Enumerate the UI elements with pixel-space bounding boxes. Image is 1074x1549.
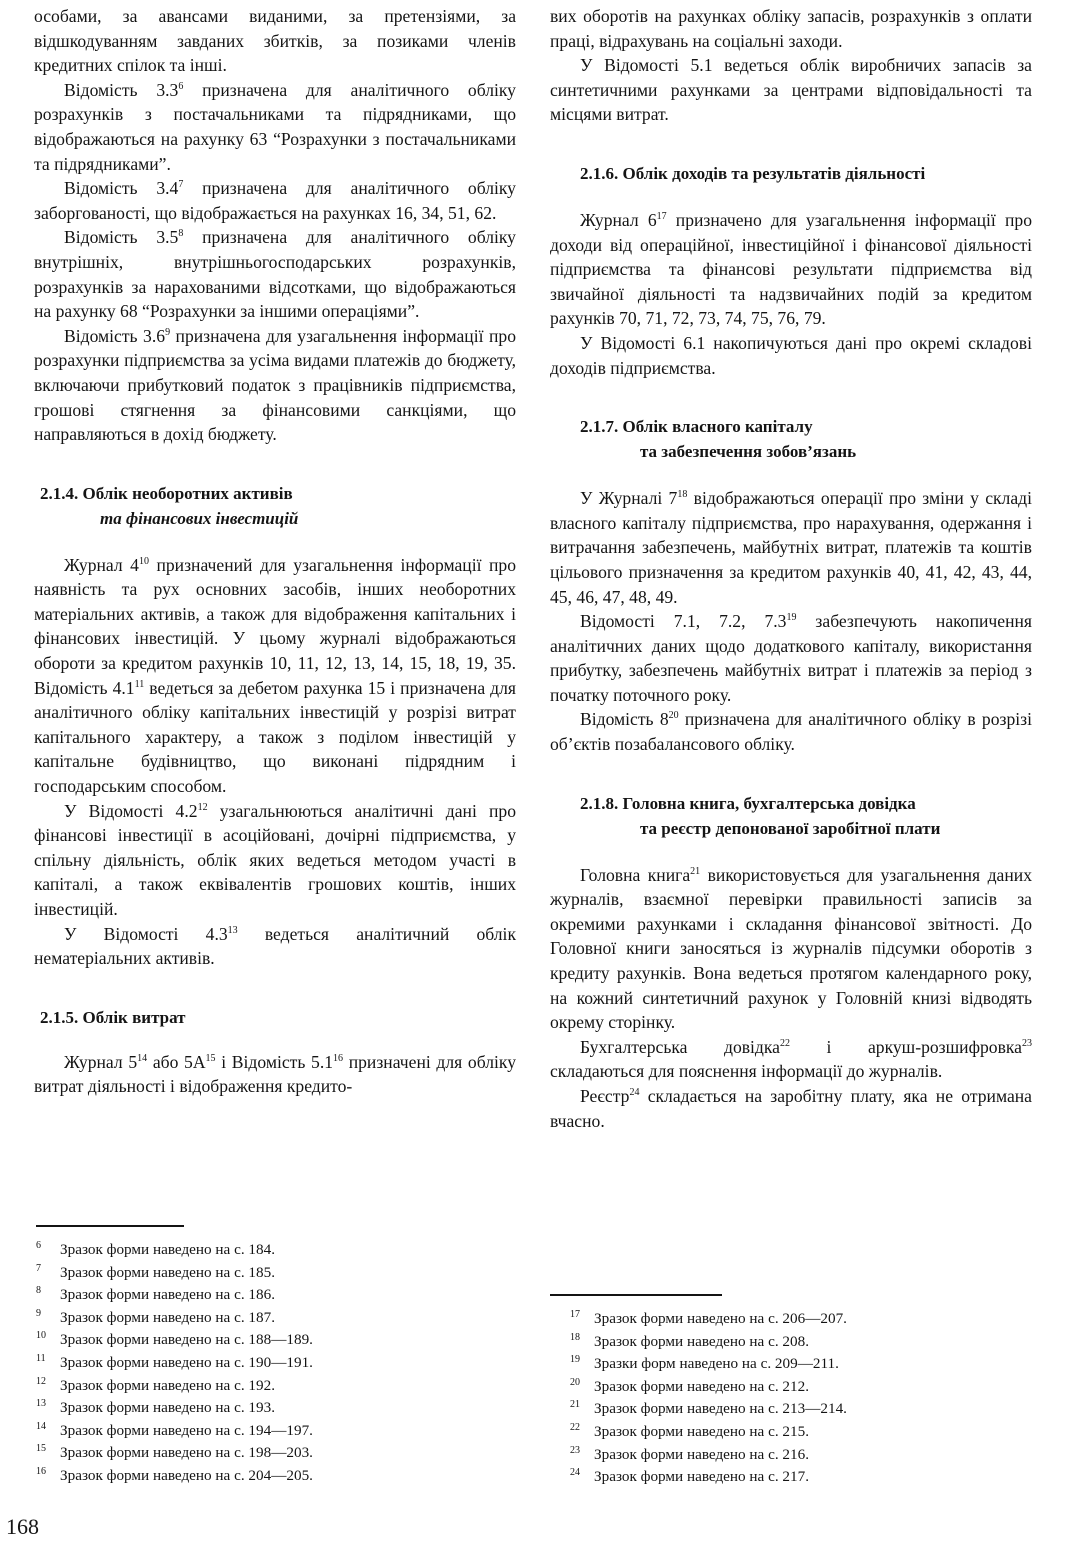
footnote-ref: 13 [227,924,238,936]
footnote-ref: 23 [1022,1037,1032,1049]
footnote-text: Зразок форми наведено на с. 217. [594,1468,810,1486]
paragraph: Відомість $3.5^8$ призначена для аналітичного обліку внутрішніх, внутрішньогосподарських розрахунків, розрахунків за нарахованими відсотками, що відображаються на рахунку 68 “Розрахунки за іншими операціями”. [34,227,516,322]
footnote: 12 Зразок форми наведено на с. 192. [36,1375,276,1394]
paragraph: вих оборотів на рахунках обліку запасів, розрахунків з оплати праці, відрахувань на соціальні заходи. [550,6,1032,51]
footnote: 10 Зразок форми наведено на с. 188—189. [36,1330,313,1349]
paragraph: У Відомості $4.3^{13}$ ведеться аналітичний облік нематеріальних активів. [34,923,516,969]
page-number: 168 [6,1514,39,1539]
paragraph: У Відомості $4.2^{12}$ узагальнюються аналітичні дані про фінансові інвестиції в асоційовані, дочірні підприємства, у спільну діяльність, облік яких ведеться методом участі в капіталі, а також еквівалентів грошових коштів, інших інвестицій. [34,800,516,919]
footnote: 19 Зразки форм наведено на с. 209—211. [570,1354,839,1373]
section-heading-2-1-6: 2.1.6. Облік доходів та результатів діяльності [580,163,926,183]
footnote-text: Зразок форми наведено на с. 188—189. [60,1331,313,1349]
paragraph: особами, за авансами виданими, за претензіями, за відшкодуванням завданих збитків, за позиками членів кредитних спілок та інші. [34,6,516,76]
footnote-text: Зразок форми наведено на с. 206—207. [594,1310,847,1327]
paragraph: У Журналі $7^{18}$ відображаються операції про зміни у складі власного капіталу підприємства, про нарахування, одержання і витрачання забезпечень, майбутніх витрат, платежів та коштів цільового призначення за кредитом рахунків 40, 41, 42, 43, 44, 45, 46, 47, 48, 49. [550,488,1032,607]
footnote: 20 Зразок форми наведено на с. 212. [570,1376,810,1395]
footnote-text: Зразок форми наведено на с. 204—205. [60,1466,313,1484]
footnote-text: Зразок форми наведено на с. 198—203. [60,1444,313,1462]
footnote-ref: 22 [779,1037,790,1049]
footnote: 18 Зразок форми наведено на с. 208. [570,1331,810,1350]
footnote-divider [36,1225,184,1227]
section-heading-2-1-8: 2.1.8. Головна книга, бухгалтерська довідка та реєстр депонованої заробітної плати [580,793,941,838]
footnote-text: Зразок форми наведено на с. 185. [60,1263,276,1281]
footnote: 8 Зразок форми наведено на с. 186. [36,1285,276,1304]
footnotes-right [570,1308,847,1489]
footnote-ref: 21 [690,865,701,877]
footnote: 16 Зразок форми наведено на с. 204—205. [36,1465,313,1484]
footnote-text: Зразок форми наведено на с. 194—197. [60,1421,313,1439]
footnote-ref: 9 [165,326,171,338]
footnote-text: Зразок форми наведено на с. 193. [60,1399,276,1417]
footnote: 24 Зразок форми наведено на с. 217. [570,1467,810,1486]
paragraph: Журнал $4^{10}$ призначений для узагальнення інформації про наявність та рух основних засобів, інших необоротних матеріальних активів, а також для відображення капітальних і фінансових інвестицій. У цьому журналі відображаються обороти за кредитом рахунків 10, 11, 12, 13, 14, 15, 18, 19, 35. Відомість $4.1^{11}$ ведеться за дебетом рахунка 15 і призначена для аналітичного обліку капітальних інвестицій у розрізі витрат капітального характеру, а також з поділом інвестицій у капітальне будівництво, що виконані підрядним і господарським способом. [34,554,516,797]
footnote: 11 Зразок форми наведено на с. 190—191. [36,1352,313,1371]
footnote-ref: 24 [629,1087,640,1099]
footnote-text: Зразок форми наведено на с. 208. [594,1332,810,1350]
paragraph: Журнал $5^{14}$ або $5А^{15}$ і Відомість $5.1^{16}$ призначені для обліку витрат діяльності і відображення кредито- [34,1051,517,1097]
footnote-ref: 19 [786,612,797,624]
footnote: 6 Зразок форми наведено на с. 184. [36,1239,276,1258]
footnote-divider [550,1294,722,1296]
paragraph: Реєстр$^{24}$ складається на заробітну плату, яка не отримана вчасно. [550,1086,1032,1131]
paragraph: Відомості 7.1, 7.2, $7.3^{19}$ забезпечують накопичення аналітичних даних щодо додаткового капіталу, використання прибутку, забезпечень майбутніх витрат і платежів за період з початку поточного року. [550,611,1032,705]
footnote-text: Зразок форми наведено на с. 212. [594,1377,810,1395]
paragraph: Головна книга$^{21}$ використовується для узагальнення даних журналів, взаємної перевірки правильності записів за окремими рахунками і складання фінансової звітності. До Головної книги заносяться із журналів підсумки оборотів з кредиту рахунків. Вона ведеться протягом календарного року, на кожний синтетичний рахунок у Головній книзі відводять окрему сторінку. [550,864,1032,1033]
footnote-ref: 7 [178,179,184,191]
footnote-ref: 17 [656,211,667,223]
footnote: 7 Зразок форми наведено на с. 185. [36,1262,276,1281]
footnote-ref: 20 [668,710,679,722]
footnote-text: Зразок форми наведено на с. 184. [60,1241,276,1258]
footnote-ref: 8 [178,228,184,240]
footnote: 22 Зразок форми наведено на с. 215. [570,1421,810,1440]
footnote-text: Зразок форми наведено на с. 187. [60,1308,276,1326]
footnote-ref: 16 [333,1052,344,1064]
footnote: 23 Зразок форми наведено на с. 216. [570,1444,810,1463]
footnotes-left [36,1239,313,1488]
footnote-ref: 10 [138,555,149,567]
paragraph: У Відомості 6.1 накопичуються дані про окремі складові доходів підприємства. [550,332,1032,378]
paragraph: Відомість $8^{20}$ призначена для аналітичного обліку в розрізі об’єктів позабалансового обліку. [550,709,1032,755]
footnote-text: Зразки форм наведено на с. 209—211. [594,1355,839,1373]
paragraph: У Відомості 5.1 ведеться облік виробничих запасів за синтетичними рахунками за центрами відповідальності та місцями витрат. [550,55,1032,125]
footnote-ref: 15 [205,1052,216,1064]
footnote: 17 Зразок форми наведено на с. 206—207. [570,1308,847,1327]
section-heading-2-1-5: 2.1.5. Облік витрат [40,1007,186,1027]
footnote: 15 Зразок форми наведено на с. 198—203. [36,1443,313,1462]
left-column [34,0,516,1099]
paragraph: Відомість $3.3^6$ призначена для аналітичного обліку розрахунків з постачальниками та підрядниками, що відображаються на рахунку 63 “Розрахунки з постачальниками та підрядниками”. [34,79,516,174]
footnote-text: Зразок форми наведено на с. 192. [60,1376,276,1394]
paragraph: Журнал $6^{17}$ призначено для узагальнення інформації про доходи від операційної, інвестиційної і фінансової діяльності підприємства та фінансові результати підприємства від звичайної діяльності та надзвичайних подій за кредитом рахунків 70, 71, 72, 73, 74, 75, 76, 79. [550,209,1032,329]
paragraph: Відомість $3.6^9$ призначена для узагальнення інформації про розрахунки підприємства за усіма видами платежів до бюджету, включаючи прибутковий податок з працівників підприємства, грошові стягнення за фінансовими санкціями, що направляються в дохід бюджету. [34,325,516,445]
footnote-text: Зразок форми наведено на с. 213—214. [594,1400,847,1418]
footnote-text: Зразок форми наведено на с. 186. [60,1286,276,1304]
footnote: 9 Зразок форми наведено на с. 187. [36,1307,276,1326]
footnote-ref: 14 [137,1052,148,1064]
footnote: 13 Зразок форми наведено на с. 193. [36,1398,276,1417]
paragraph: Відомість $3.4^7$ призначена для аналітичного обліку заборгованості, що відображається на рахунках 16, 34, 51, 62. [34,178,516,223]
footnote-ref: 6 [178,80,184,92]
footnote-text: Зразок форми наведено на с. 216. [594,1445,810,1463]
footnote-text: Зразок форми наведено на с. 215. [594,1422,810,1440]
section-heading-2-1-7: 2.1.7. Облік власного капіталу та забезпечення зобов’язань [580,417,857,462]
footnote: 21 Зразок форми наведено на с. 213—214. [570,1399,847,1418]
footnote-text: Зразок форми наведено на с. 190—191. [60,1353,313,1371]
right-column [550,0,1032,1133]
footnote-ref: 18 [677,489,688,501]
footnote-ref: 12 [197,801,208,813]
paragraph: Бухгалтерська довідка$^{22}$ і аркуш-розшифровка$^{23}$ складаються для пояснення інформації до журналів. [550,1036,1032,1082]
footnote: 14 Зразок форми наведено на с. 194—197. [36,1420,313,1439]
section-heading-2-1-4: 2.1.4. Облік необоротних активів та фінансових інвестицій [40,483,299,528]
footnote-ref: 11 [134,678,145,690]
